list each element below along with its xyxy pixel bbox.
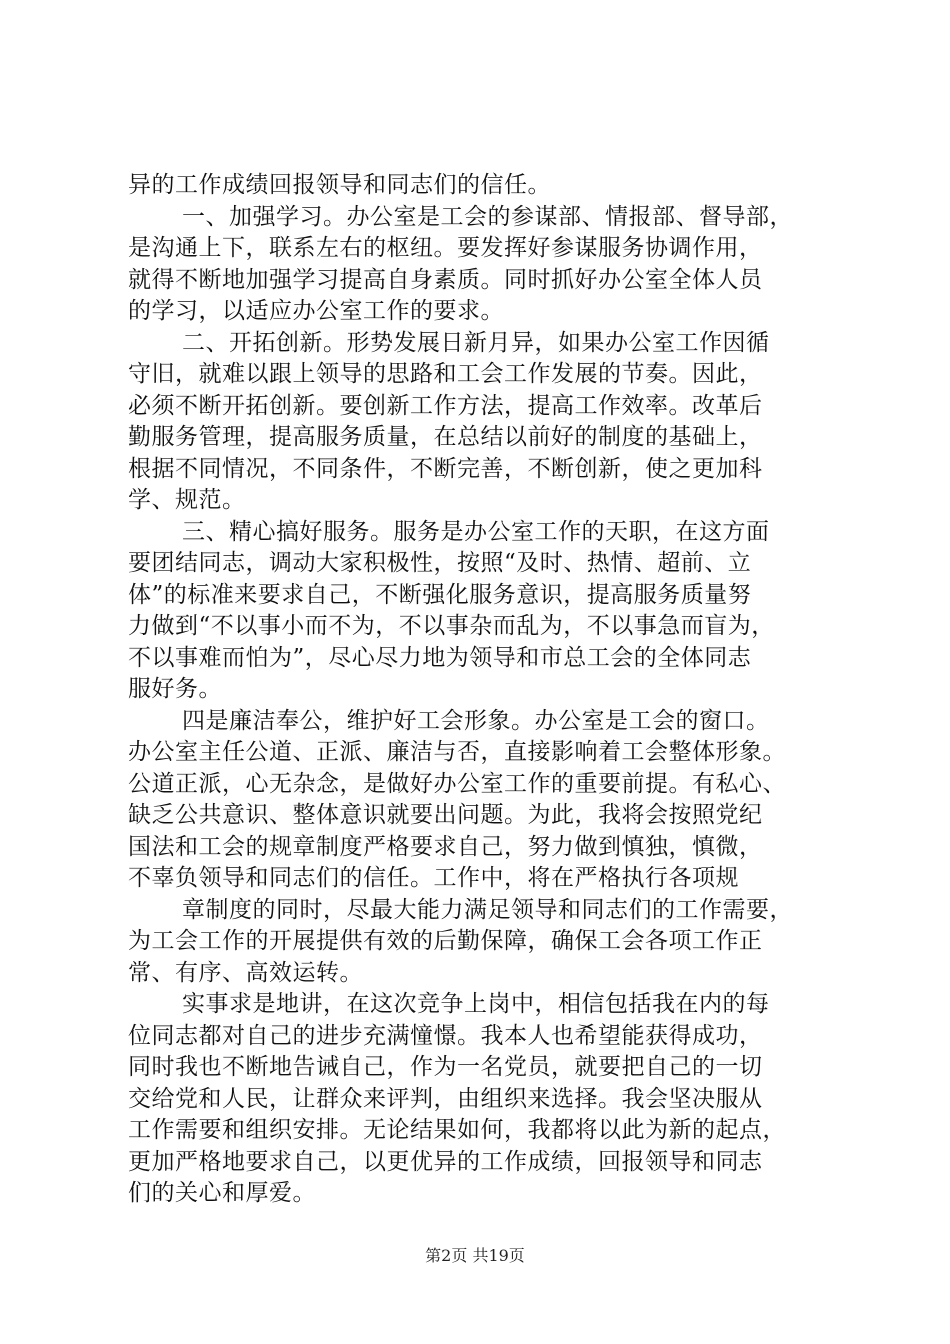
- text-line: 办公室主任公道、正派、廉洁与否，直接影响着工会整体形象。: [128, 739, 786, 765]
- text-line: 就得不断地加强学习提高自身素质。同时抓好办公室全体人员: [128, 266, 763, 293]
- text-line: 不以事难而怕为”，尽心尽力地为领导和市总工会的全体同志: [128, 644, 752, 671]
- text-line: 力做到“不以事小而不为，不以事杂而乱为，不以事急而盲为，: [128, 613, 775, 639]
- text-line: 公道正派，心无杂念，是做好办公室工作的重要前提。有私心、: [128, 770, 786, 797]
- text-line: 国法和工会的规章制度严格要求自己，努力做到慎独，慎微，: [128, 833, 763, 860]
- text-line: 们的关心和厚爱。: [128, 1180, 316, 1206]
- text-line: 服好务。: [128, 676, 222, 702]
- text-line: 缺乏公共意识、整体意识就要出问题。为此，我将会按照党纪: [128, 802, 763, 828]
- text-line: 为工会工作的开展提供有效的后勤保障，确保工会各项工作正: [128, 928, 763, 954]
- text-line: 根据不同情况，不同条件，不断完善，不断创新，使之更加科: [128, 455, 763, 482]
- document-body: [128, 170, 828, 1210]
- paragraph-heading-4: 四是廉洁奉公，维护好工会形象。办公室是工会的窗口。: [182, 707, 770, 734]
- text-line: 守旧，就难以跟上领导的思路和工会工作发展的节奏。因此，: [128, 361, 763, 387]
- paragraph-heading-3: 三、精心搞好服务。服务是办公室工作的天职，在这方面: [182, 518, 770, 545]
- text-line: 是沟通上下，联系左右的枢纽。要发挥好参谋服务协调作用，: [128, 235, 763, 261]
- text-line: 要团结同志，调动大家积极性，按照“及时、热情、超前、立: [128, 550, 752, 576]
- text-line: 交给党和人民，让群众来评判，由组织来选择。我会坚决服从: [128, 1085, 763, 1112]
- text-line: 必须不断开拓创新。要创新工作方法，提高工作效率。改革后: [128, 392, 763, 419]
- paragraph-heading-2: 二、开拓创新。形势发展日新月异，如果办公室工作因循: [182, 329, 770, 356]
- text-line: 不辜负领导和同志们的信任。工作中，将在严格执行各项规: [128, 865, 739, 891]
- text-line: 勤服务管理，提高服务质量，在总结以前好的制度的基础上，: [128, 424, 763, 450]
- paragraph-start: 实事求是地讲，在这次竞争上岗中，相信包括我在内的每: [182, 991, 770, 1017]
- text-line: 位同志都对自己的进步充满憧憬。我本人也希望能获得成功，: [128, 1022, 763, 1049]
- text-line: 学、规范。: [128, 487, 246, 513]
- paragraph-heading-1: 一、加强学习。办公室是工会的参谋部、情报部、督导部，: [182, 203, 793, 230]
- text-line: 体”的标准来要求自己，不断强化服务意识，提高服务质量努: [128, 581, 752, 608]
- text-line: 更加严格地要求自己，以更优异的工作成绩，回报领导和同志: [128, 1148, 763, 1175]
- page-number-footer: 第2页 共19页: [425, 1246, 525, 1265]
- text-line: 工作需要和组织安排。无论结果如何，我都将以此为新的起点，: [128, 1117, 786, 1143]
- text-line: 常、有序、高效运转。: [128, 959, 363, 986]
- text-line: 的学习，以适应办公室工作的要求。: [128, 298, 504, 324]
- text-line: 异的工作成绩回报领导和同志们的信任。: [128, 172, 551, 198]
- text-line: 同时我也不断地告诫自己，作为一名党员，就要把自己的一切: [128, 1054, 763, 1080]
- paragraph-start: 章制度的同时，尽最大能力满足领导和同志们的工作需要，: [182, 896, 793, 923]
